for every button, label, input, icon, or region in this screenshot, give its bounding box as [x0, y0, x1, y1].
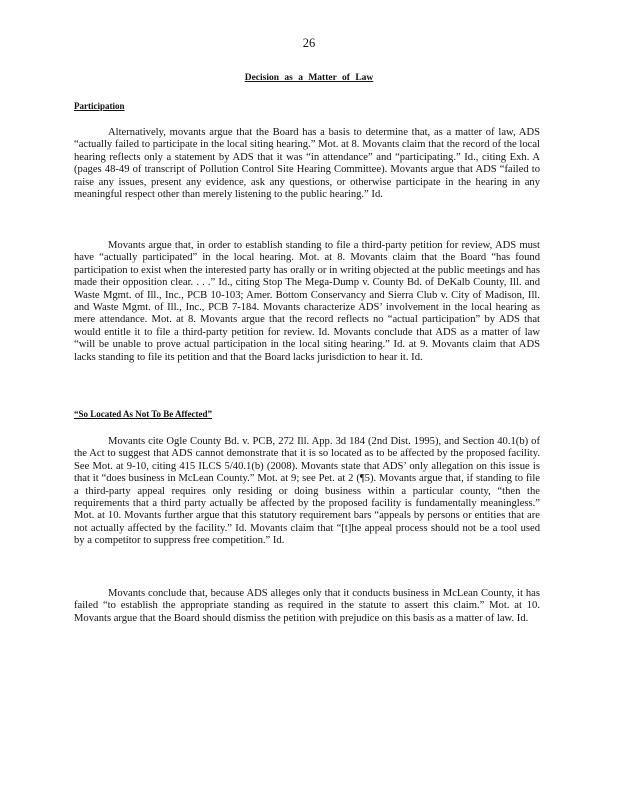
subheading-so-located: “So Located As Not To Be Affected”	[74, 409, 212, 419]
paragraph-so-located-1: Movants cite Ogle County Bd. v. PCB, 272 Ill. App. 3d 184 (2nd Dist. 1995), and Section 40.1(b) of the Act to suggest that ADS cannot demonstrate that it is so located as to be affected by the proposed facility. See Mot. at 9-10, citing 415 ILCS 5/40.1(b) (2008). Movants state that ADS’ only allegation on this issue is that it “does business in McLean County.” Mot. at 9; see Pet. at 2 (¶5). Movants argue that, if standing to file a third-party appeal requires only residing or doing business within a particular county, “then the requirements that a third party actually be affected by the proposed facility is fundamentally meaningless.” Mot. at 10. Movants further argue that this statutory requirement bars “appeals by persons or entities that are not actually affected by the facility.” Id. Movants claim that “[t]he appeal process should not be a tool used by a competitor to suppress free competition.” Id.	[74, 436, 540, 547]
subheading-participation: Participation	[74, 101, 125, 111]
paragraph-participation-1: Alternatively, movants argue that the Board has a basis to determine that, as a matter of law, ADS “actually failed to participate in the local siting hearing.” Mot. at 8. Movants claim that the record of the local hearing reflects only a statement by ADS that it was “in attendance” and “participating.” Id., citing Exh. A (pages 48-49 of transcript of Pollution Control Site Hearing Committee). Movants argue that ADS “failed to raise any issues, present any evidence, ask any questions, or otherwise participate in the hearing in any meaningful respect other than merely listening to the public hearing.” Id.	[74, 127, 540, 201]
paragraph-so-located-2: Movants conclude that, because ADS alleges only that it conducts business in McLean County, it has failed “to establish the appropriate standing as required in the statute to assert this claim.” Mot. at 10. Movants argue that the Board should dismiss the petition with prejudice on this basis as a matter of law. Id.	[74, 588, 540, 624]
page-number: 26	[302, 36, 316, 50]
paragraph-participation-2: Movants argue that, in order to establish standing to file a third-party petition for review, ADS must have “actually participated” in the local hearing. Mot. at 8. Movants claim that the Board “has found participation to exist when the interested party has orally or in writing objected at the public meetings and has made their opposition clear. . . .” Id., citing Stop The Mega-Dump v. County Bd. of DeKalb County, Ill. and Waste Mgmt. of Ill., Inc., PCB 10-103; Amer. Bottom Conservancy and Sierra Club v. City of Madison, Ill. and Waste Mgmt. of Ill., Inc., PCB 7-184. Movants characterize ADS’ involvement in the local hearing as mere attendance. Mot. at 8. Movants argue that the record reflects no “actual participation” by ADS that would entitle it to file a third-party petition for review. Id. Movants conclude that ADS as a matter of law “will be unable to prove actual participation in the local siting hearing.” Id. at 9. Movants claim that ADS lacks standing to file its petition and that the Board lacks jurisdiction to hear it. Id.	[74, 240, 540, 363]
section-heading: Decision as a Matter of Law	[244, 73, 374, 83]
